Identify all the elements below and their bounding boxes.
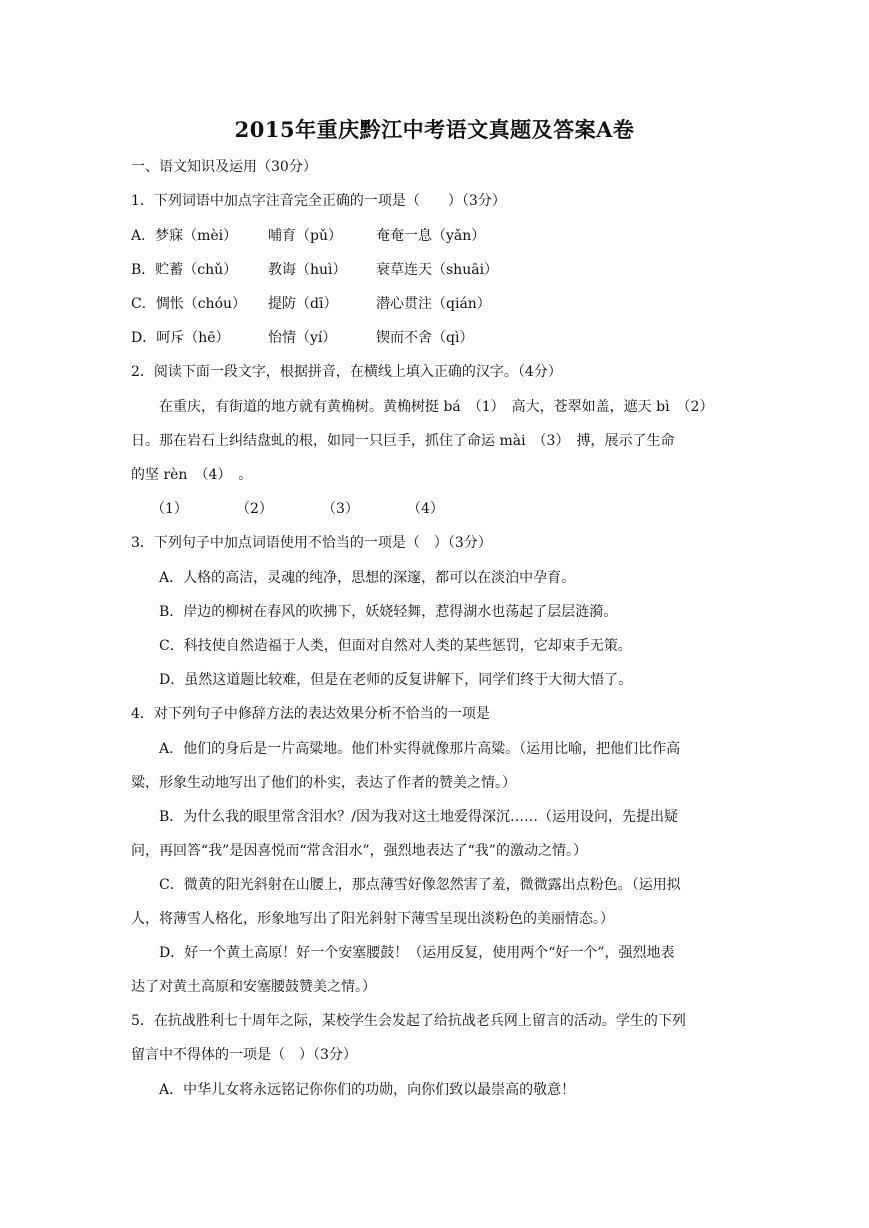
q4-option-d-line1: D．好一个黄土高原！好一个安塞腰鼓！（运用反复，使用两个“好一个”，强烈地表: [159, 945, 675, 961]
q3-option-c: C．科技使自然造福于人类，但面对自然对人类的某些惩罚，它却束手无策。: [159, 638, 632, 654]
q1-option-b-word1: B．贮蓄（chǔ）: [131, 262, 238, 278]
question-1-stem: 1．下列词语中加点字注音完全正确的一项是（ ）（3分）: [131, 193, 506, 209]
question-4-stem: 4．对下列句子中修辞方法的表达效果分析不恰当的一项是: [131, 706, 490, 722]
q1-option-a-word3: 奄奄一息（yǎn）: [376, 228, 486, 244]
q1-option-a-word2: 哺育（pǔ）: [268, 228, 342, 244]
q4-option-b-line1: B．为什么我的眼里常含泪水？/因为我对这土地爱得深沉……（运用设问，先提出疑: [159, 809, 679, 825]
q5-option-a: A．中华儿女将永远铭记你你们的功勋，向你们致以最崇高的敬意！: [159, 1082, 576, 1098]
q3-option-b: B．岸边的柳树在春风的吹拂下，妖娆轻舞，惹得湖水也荡起了层层涟漪。: [159, 604, 618, 620]
q1-option-b-word2: 教诲（huì）: [268, 262, 347, 278]
q3-option-a: A．人格的高洁，灵魂的纯净，思想的深邃，都可以在淡泊中孕育。: [159, 570, 576, 586]
question-5-stem-line2: 留言中不得体的一项是（ ）（3分）: [131, 1047, 357, 1063]
q2-blank-label: （2）: [236, 501, 273, 517]
q4-option-a-line1: A．他们的身后是一片高粱地。他们朴实得就像那片高粱。（运用比喻，把他们比作高: [159, 741, 681, 757]
q2-passage-line: 在重庆，有街道的地方就有黄桷树。黄桷树挺 bá （1） 高大，苍翠如盖，遮天 bì （2）: [159, 399, 714, 415]
section-heading: 一、语文知识及运用（30分）: [131, 159, 317, 175]
document-title: 2015年重庆黔江中考语文真题及答案A卷: [234, 117, 635, 142]
q2-passage-line: 日。那在岩石上纠结盘虬的根，如同一只巨手，抓住了命运 mài （3） 搏，展示了生命: [131, 433, 675, 449]
q2-blank-label: （4）: [407, 501, 444, 517]
q1-option-c-word1: C．惆怅（chóu）: [131, 296, 247, 312]
q4-option-d-line2: 达了对黄土高原和安塞腰鼓赞美之情。）: [131, 979, 376, 995]
q1-option-d-word2: 怡情（yí）: [268, 330, 337, 346]
q2-blank-label: （1）: [151, 501, 188, 517]
q1-option-d-word3: 锲而不舍（qì）: [376, 330, 474, 346]
q1-option-a-word1: A．梦寐（mèi）: [131, 228, 238, 244]
q4-option-c-line1: C．微黄的阳光斜射在山腰上，那点薄雪好像忽然害了羞，微微露出点粉色。（运用拟: [159, 877, 681, 893]
q1-option-b-word3: 衰草连天（shuāi）: [376, 262, 499, 278]
question-2-stem: 2．阅读下面一段文字，根据拼音，在横线上填入正确的汉字。（4分）: [131, 364, 562, 380]
q1-option-c-word2: 提防（dī）: [268, 296, 338, 312]
q1-option-d-word1: D．呵斥（hē）: [131, 330, 230, 346]
q3-option-d: D．虽然这道题比较难，但是在老师的反复讲解下，同学们终于大彻大悟了。: [159, 672, 633, 688]
q1-option-c-word3: 潜心贯注（qián）: [376, 296, 491, 312]
q4-option-a-line2: 粱，形象生动地写出了他们的朴实，表达了作者的赞美之情。）: [131, 775, 516, 791]
q2-passage-line: 的坚 rèn （4） 。: [131, 467, 253, 483]
question-3-stem: 3．下列句子中加点词语使用不恰当的一项是（ ）（3分）: [131, 535, 492, 551]
question-5-stem-line1: 5．在抗战胜利七十周年之际，某校学生会发起了给抗战老兵网上留言的活动。学生的下列: [131, 1013, 686, 1029]
q4-option-b-line2: 问，再回答“我”是因喜悦而“常含泪水”，强烈地表达了“我”的激动之情。）: [131, 843, 587, 859]
q2-blank-label: （3）: [322, 501, 359, 517]
q4-option-c-line2: 人，将薄雪人格化，形象地写出了阳光斜射下薄雪呈现出淡粉色的美丽情态。）: [131, 911, 614, 927]
